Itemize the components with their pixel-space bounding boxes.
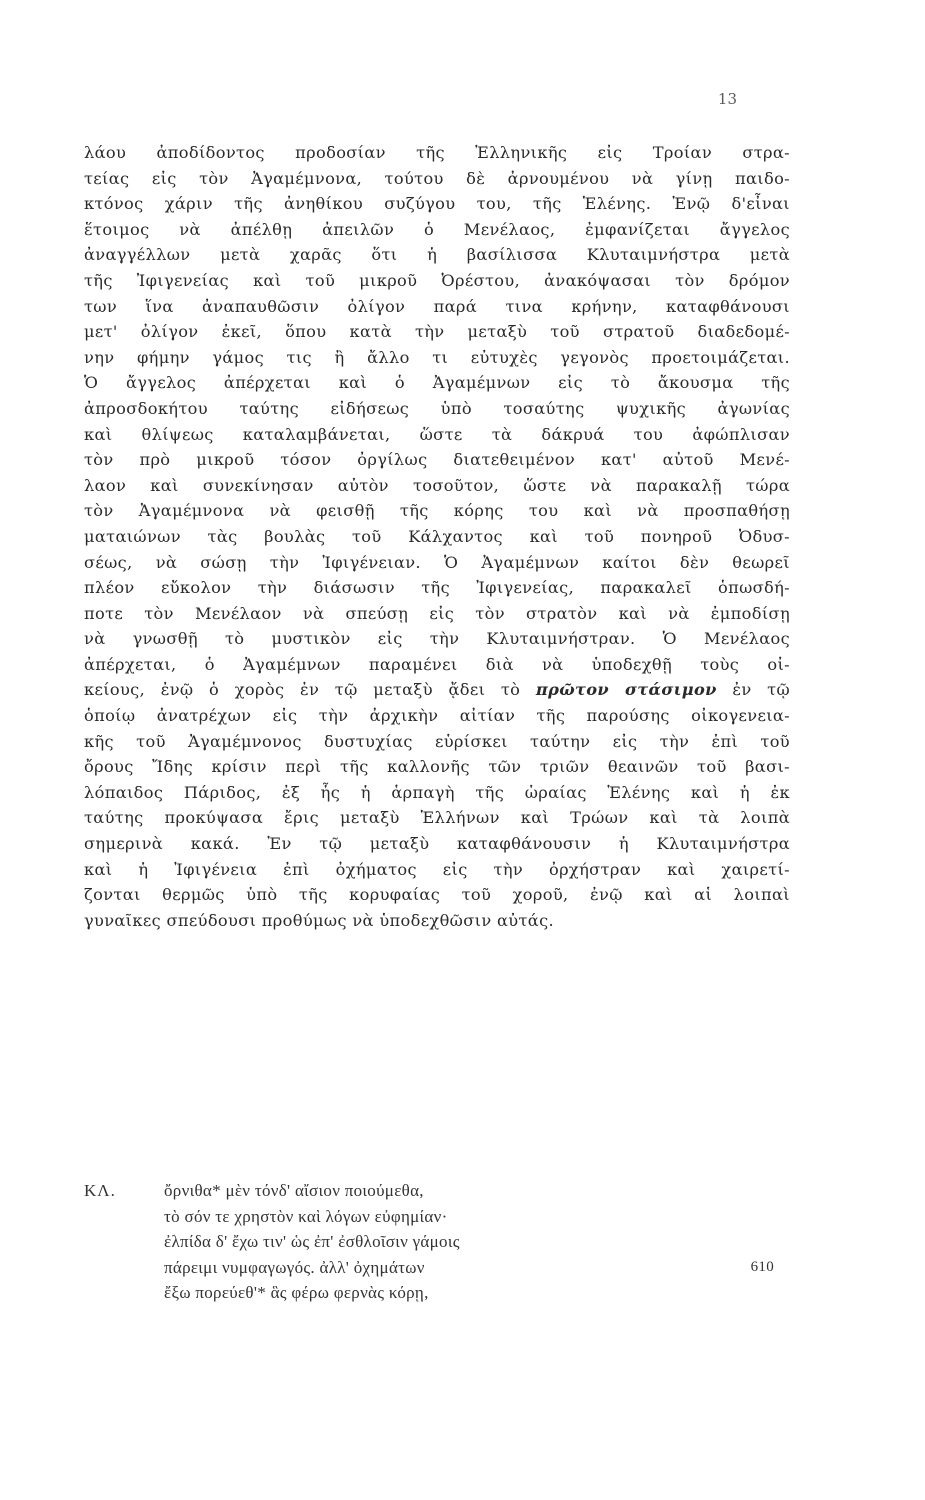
prose-line: τὸν Ἀγαμέμνονα νὰ φεισθῇ τῆς κόρης του καὶ νὰ προσπαθήσῃ — [84, 501, 790, 521]
verse-line — [84, 1204, 790, 1230]
verse-line — [84, 1280, 790, 1306]
prose-line: πλέον εὔκολον τὴν διάσωσιν τῆς Ἰφιγενείας, παρακαλεῖ ὁπωσδή- — [84, 578, 790, 598]
prose-line: ταύτης προκύψασα ἔρις μεταξὺ Ἑλλήνων καὶ Τρώων καὶ τὰ λοιπὰ — [84, 808, 790, 828]
prose-line: ἀναγγέλλων μετὰ χαρᾶς ὅτι ἡ βασίλισσα Κλυταιμνήστρα μετὰ — [84, 245, 790, 265]
prose-line: γυναῖκες σπεύδουσι προθύμως νὰ ὑποδεχθῶσιν αὐτάς. — [84, 910, 554, 930]
prose-line: λόπαιδος Πάριδος, ἐξ ἧς ἡ ἁρπαγὴ τῆς ὡραίας Ἑλένης καὶ ἡ ἐκ — [84, 782, 790, 802]
verse-block — [84, 1178, 790, 1306]
emphasized-term: πρῶτον στάσιμον — [535, 680, 717, 700]
prose-line: ματαιώνων τὰς βουλὰς τοῦ Κάλχαντος καὶ τοῦ πονηροῦ Ὀδυσ- — [84, 526, 790, 546]
verse-line — [84, 1229, 790, 1255]
prose-line: κτόνος χάριν τῆς ἀνηθίκου συζύγου του, τῆς Ἑλένης. Ἐνῷ δ'εἶναι — [84, 194, 790, 214]
prose-line: ὄρους Ἴδης κρίσιν περὶ τῆς καλλονῆς τῶν τριῶν θεαινῶν τοῦ βασι- — [84, 757, 790, 777]
prose-line: λαον καὶ συνεκίνησαν αὐτὸν τοσοῦτον, ὥστε νὰ παρακαλῇ τώρα — [84, 475, 790, 495]
prose-line: των ἵνα ἀναπαυθῶσιν ὀλίγον παρά τινα κρήνην, καταφθάνουσι — [84, 296, 790, 316]
prose-line: ζονται θερμῶς ὑπὸ τῆς κορυφαίας τοῦ χοροῦ, ἐνῷ καὶ αἱ λοιπαὶ — [84, 885, 790, 905]
verse-text: ἐλπίδα δ' ἔχω τιν' ὡς ἐπ' ἐσθλοῖσιν γάμοις — [164, 1232, 460, 1251]
prose-text: κείους, ἐνῷ ὁ χορὸς ἐν τῷ μεταξὺ ᾄδει τὸ — [84, 680, 536, 700]
verse-line — [84, 1178, 790, 1204]
prose-line: τῆς Ἰφιγενείας καὶ τοῦ μικροῦ Ὀρέστου, ἀνακόψασαι τὸν δρόμον — [84, 270, 790, 290]
verse-text: ὄρνιθα* μὲν τόνδ' αἴσιον ποιούμεθα, — [164, 1181, 424, 1200]
prose-line: ἀπροσδοκήτου ταύτης εἰδήσεως ὑπὸ τοσαύτης ψυχικῆς ἀγωνίας — [84, 398, 790, 418]
prose-line: μετ' ὀλίγον ἐκεῖ, ὅπου κατὰ τὴν μεταξὺ τοῦ στρατοῦ διαδεδομέ- — [84, 322, 790, 342]
prose-line: σημερινὰ κακά. Ἐν τῷ μεταξὺ καταφθάνουσιν ἡ Κλυταιμνήστρα — [84, 834, 790, 854]
verse-text: ἔξω πορεύεθ'* ἃς φέρω φερνὰς κόρῃ, — [164, 1283, 429, 1302]
prose-line: Ὁ ἄγγελος ἀπέρχεται καὶ ὁ Ἀγαμέμνων εἰς τὸ ἄκουσμα τῆς — [84, 373, 790, 393]
line-number: 610 — [750, 1258, 774, 1275]
prose-line: ὁποίῳ ἀνατρέχων εἰς τὴν ἀρχικὴν αἰτίαν τῆς παρούσης οἰκογενεια- — [84, 706, 790, 726]
prose-line: τείας εἰς τὸν Ἀγαμέμνονα, τούτου δὲ ἀρνουμένου νὰ γίνῃ παιδο- — [84, 168, 790, 188]
prose-line: ποτε τὸν Μενέλαον νὰ σπεύσῃ εἰς τὸν στρατὸν καὶ νὰ ἐμποδίσῃ — [84, 603, 790, 623]
prose-line: λάου ἀποδίδοντος προδοσίαν τῆς Ἑλληνικῆς εἰς Τροίαν στρα- — [84, 143, 790, 162]
prose-line: καὶ θλίψεως καταλαμβάνεται, ὥστε τὰ δάκρυά του ἀφώπλισαν — [84, 424, 790, 444]
prose-text: ἐν τῷ — [716, 680, 790, 700]
prose-line: ἕτοιμος νὰ ἀπέλθῃ ἀπειλῶν ὁ Μενέλαος, ἐμφανίζεται ἄγγελος — [84, 219, 790, 239]
speaker-label: ΚΛ. — [84, 1181, 116, 1200]
prose-line: καὶ ἡ Ἰφιγένεια ἐπὶ ὀχήματος εἰς τὴν ὀρχήστραν καὶ χαιρετί- — [84, 859, 790, 879]
prose-line: κῆς τοῦ Ἀγαμέμνονος δυστυχίας εὑρίσκει ταύτην εἰς τὴν ἐπὶ τοῦ — [84, 731, 790, 751]
verse-text: τὸ σόν τε χρηστὸν καὶ λόγων εὐφημίαν· — [164, 1206, 448, 1226]
verse-line — [84, 1255, 790, 1281]
prose-line: σέως, νὰ σώσῃ τὴν Ἰφιγένειαν. Ὁ Ἀγαμέμνων καίτοι δὲν θεωρεῖ — [84, 552, 790, 572]
prose-line: νην φήμην γάμος τις ἢ ἄλλο τι εὐτυχὲς γεγονὸς προετοιμάζεται. — [84, 347, 790, 367]
prose-line-with-emphasis — [84, 677, 790, 703]
prose-paragraph — [84, 140, 790, 933]
prose-line: νὰ γνωσθῇ τὸ μυστικὸν εἰς τὴν Κλυταιμνήστραν. Ὁ Μενέλαος — [84, 629, 790, 649]
prose-line: τὸν πρὸ μικροῦ τόσον ὀργίλως διατεθειμένον κατ' αὐτοῦ Μενέ- — [84, 450, 790, 470]
prose-line: ἀπέρχεται, ὁ Ἀγαμέμνων παραμένει διὰ νὰ ὑποδεχθῇ τοὺς οἰ- — [84, 654, 790, 674]
page-number: 13 — [717, 90, 737, 108]
verse-text: πάρειμι νυμφαγωγός. ἀλλ' ὀχημάτων — [164, 1257, 425, 1277]
